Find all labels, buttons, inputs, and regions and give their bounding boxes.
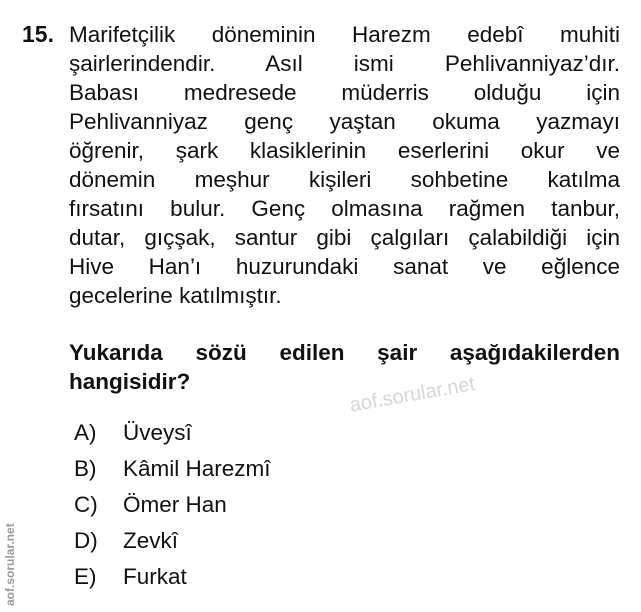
stem-line: dönemin meşhur kişileri sohbetine katılma <box>69 167 620 192</box>
stem-line: dutar, gıçşak, santur gibi çalgıları çalabildiği için <box>69 225 620 250</box>
stem-line: Babası medresede müderris olduğu için <box>69 80 620 105</box>
option-text: Furkat <box>123 564 187 589</box>
stem-line: öğrenir, şark klasiklerinin eserlerini okur ve <box>69 138 620 163</box>
option-letter: B) <box>74 456 97 481</box>
answer-options <box>72 415 472 595</box>
stem-line: gecelerine katılmıştır. <box>69 283 282 308</box>
option-text: Üveysî <box>123 420 192 445</box>
option-text: Zevkî <box>123 528 179 553</box>
question-stem <box>69 20 620 310</box>
option-e[interactable] <box>72 559 472 595</box>
prompt-line: Yukarıda sözü edilen şair aşağıdakilerden <box>69 340 620 365</box>
side-watermark: aof.sorular.net <box>3 523 17 606</box>
stem-line: şairlerindendir. Asıl ismi Pehlivanniyaz’dır. <box>69 51 620 76</box>
option-text: Ömer Han <box>123 492 227 517</box>
prompt-line: hangisidir? <box>69 369 191 394</box>
option-letter: A) <box>74 420 97 445</box>
stem-line: Pehlivanniyaz genç yaştan okuma yazmayı <box>69 109 620 134</box>
option-text: Kâmil Harezmî <box>123 456 271 481</box>
option-b[interactable] <box>72 451 472 487</box>
option-a[interactable] <box>72 415 472 451</box>
stem-line: fırsatını bulur. Genç olmasına rağmen tanbur, <box>69 196 620 221</box>
question-prompt <box>69 338 620 396</box>
stem-line: Marifetçilik döneminin Harezm edebî muhiti <box>69 22 620 47</box>
center-watermark: aof.sorular.net <box>348 372 477 417</box>
option-c[interactable] <box>72 487 472 523</box>
option-letter: E) <box>74 564 97 589</box>
option-letter: D) <box>74 528 98 553</box>
option-d[interactable] <box>72 523 472 559</box>
option-letter: C) <box>74 492 98 517</box>
stem-line: Hive Han’ı huzurundaki sanat ve eğlence <box>69 254 620 279</box>
question-number: 15. <box>22 21 54 47</box>
